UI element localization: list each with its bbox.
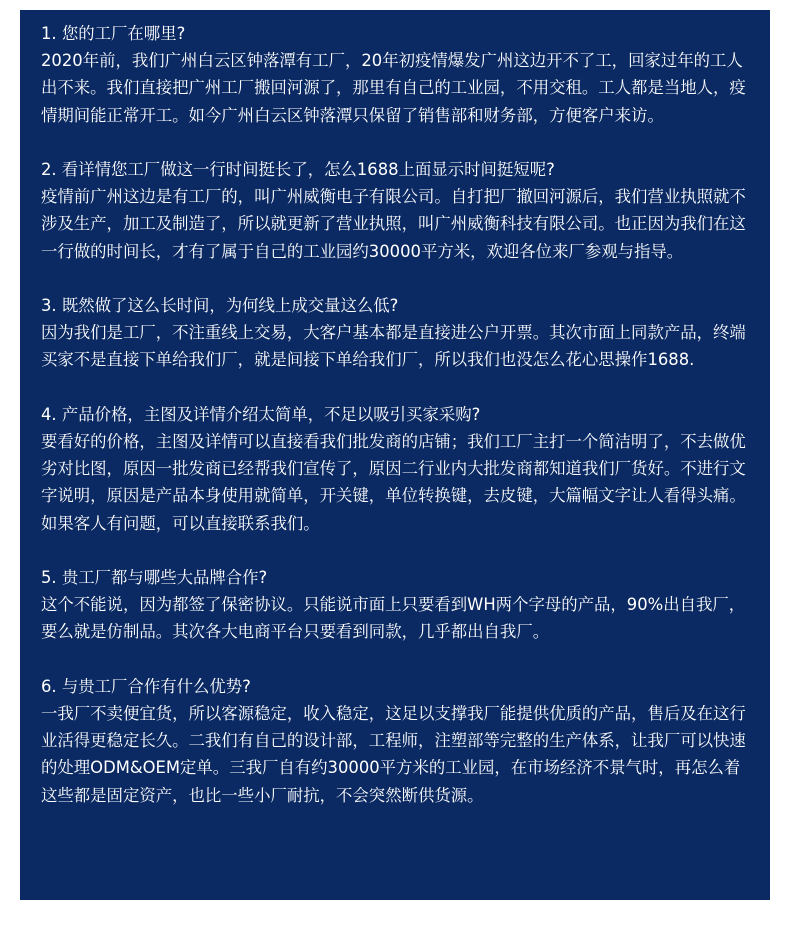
faq-item-6 bbox=[41, 673, 750, 809]
faq-item-4 bbox=[41, 401, 750, 537]
faq-answer: 2020年前，我们广州白云区钟落潭有工厂，20年初疫情爆发广州这边开不了工，回家过年的工人出不来。我们直接把广州工厂搬回河源了，那里有自己的工业园，不用交租。工人都是当地人，疫情期间能正常开工。如今广州白云区钟落潭只保留了销售部和财务部，方便客户来访。 bbox=[41, 51, 746, 125]
faq-item-1 bbox=[41, 20, 750, 129]
faq-answer: 因为我们是工厂，不注重线上交易，大客户基本都是直接进公户开票。其次市面上同款产品，终端买家不是直接下单给我们厂，就是间接下单给我们厂，所以我们也没怎么花心思操作1688. bbox=[41, 323, 746, 370]
faq-question: 1. 您的工厂在哪里? bbox=[41, 24, 186, 43]
faq-panel bbox=[20, 10, 770, 900]
faq-item-3 bbox=[41, 292, 750, 374]
faq-item-5 bbox=[41, 564, 750, 646]
faq-item-2 bbox=[41, 156, 750, 265]
faq-question: 2. 看详情您工厂做这一行时间挺长了，怎么1688上面显示时间挺短呢? bbox=[41, 160, 555, 179]
faq-answer: 疫情前广州这边是有工厂的，叫广州威衡电子有限公司。自打把厂撤回河源后，我们营业执照就不涉及生产，加工及制造了，所以就更新了营业执照，叫广州威衡科技有限公司。也正因为我们在这一行做的时间长，才有了属于自己的工业园约30000平方米，欢迎各位来厂参观与指导。 bbox=[41, 187, 746, 261]
faq-answer: 这个不能说，因为都签了保密协议。只能说市面上只要看到WH两个字母的产品，90%出自我厂，要么就是仿制品。其次各大电商平台只要看到同款，几乎都出自我厂。 bbox=[41, 595, 746, 642]
faq-answer: 一我厂不卖便宜货，所以客源稳定，收入稳定，这足以支撑我厂能提供优质的产品，售后及在这行业活得更稳定长久。二我们有自己的设计部，工程师，注塑部等完整的生产体系，让我厂可以快速的处理ODM&OEM定单。三我厂自有约30000平方米的工业园，在市场经济不景气时，再怎么着这些都是固定资产，也比一些小厂耐抗，不会突然断供货源。 bbox=[41, 704, 746, 805]
faq-answer: 要看好的价格，主图及详情可以直接看我们批发商的店铺；我们工厂主打一个简洁明了，不去做优劣对比图，原因一批发商已经帮我们宣传了，原因二行业内大批发商都知道我们厂货好。不进行文字说明，原因是产品本身使用就简单，开关键，单位转换键，去皮键，大篇幅文字让人看得头痛。如果客人有问题，可以直接联系我们。 bbox=[41, 432, 746, 533]
faq-question: 4. 产品价格，主图及详情介绍太简单，不足以吸引买家采购? bbox=[41, 404, 481, 424]
faq-question: 3. 既然做了这么长时间，为何线上成交量这么低? bbox=[41, 296, 399, 315]
faq-question: 6. 与贵工厂合作有什么优势? bbox=[41, 676, 251, 696]
faq-question: 5. 贵工厂都与哪些大品牌合作? bbox=[41, 568, 268, 587]
